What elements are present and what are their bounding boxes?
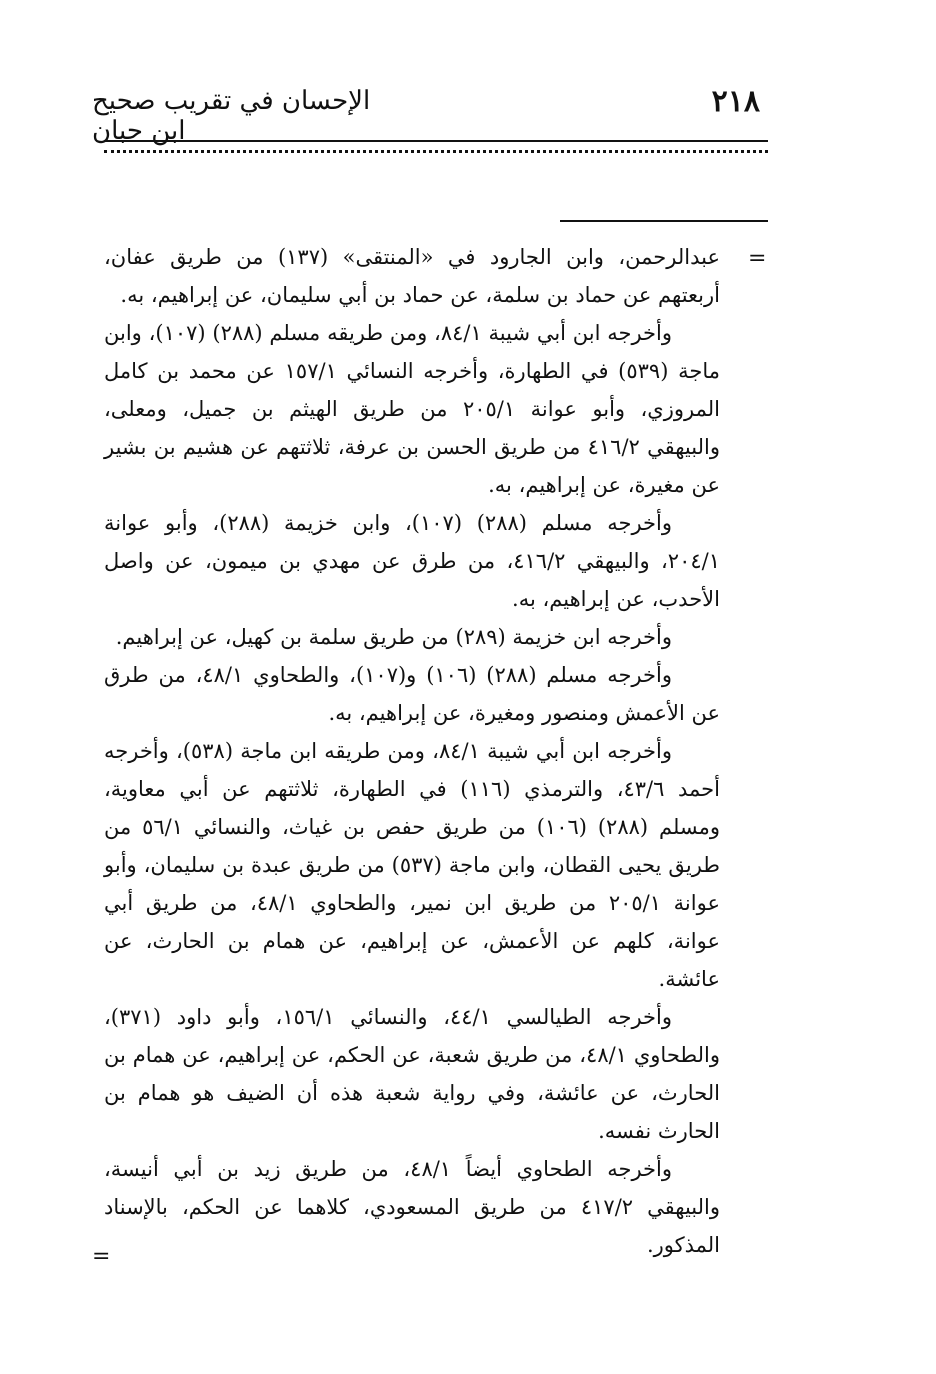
paragraph: وأخرجه الطحاوي أيضاً ٤٨/١، من طريق زيد بن أبي أنيسة، والبيهقي ٤١٧/٢ من طريق المسعودي، كلاهما عن الحكم، بالإسناد المذكور. bbox=[104, 1157, 721, 1257]
header-rule bbox=[104, 140, 768, 142]
dotted-separator bbox=[104, 150, 768, 153]
running-title: الإحسان في تقريب صحيح ابن حبان bbox=[92, 86, 371, 146]
continuation-mark-bottom: = bbox=[92, 1244, 111, 1269]
page-number: ٢١٨ bbox=[711, 84, 760, 119]
paragraph: وأخرجه الطيالسي ٤٤/١، والنسائي ١٥٦/١، وأبو داود (٣٧١)، والطحاوي ٤٨/١، من طريق شعبة، عن الحكم، عن إبراهيم، عن همام بن الحارث، عن عائشة، وفي رواية شعبة هذه أن الضيف هو همام بن الحارث نفسه. bbox=[104, 1005, 720, 1143]
paragraph: وأخرجه ابن أبي شيبة ٨٤/١، ومن طريقه مسلم (٢٨٨) (١٠٧)، وابن ماجة (٥٣٩) في الطهارة، وأخرجه النسائي ١٥٧/١ عن محمد بن كامل المروزي، وأبو عوانة ٢٠٥/١ من طريق الهيثم بن جميل، ومعلى، والبيهقي ٤١٦/٢ من طريق الحسن بن عرفة، ثلاثتهم عن هشيم بن بشير عن مغيرة، عن إبراهيم، به. bbox=[104, 321, 720, 497]
footnote-text bbox=[104, 238, 720, 1264]
footnote-rule bbox=[560, 220, 768, 222]
continuation-mark-top: = bbox=[748, 246, 767, 271]
paragraph: وأخرجه مسلم (٢٨٨) (١٠٧)، وابن خزيمة (٢٨٨)، وأبو عوانة ٢٠٤/١، والبيهقي ٤١٦/٢، من طرق عن مهدي بن ميمون، عن واصل الأحدب، عن إبراهيم، به. bbox=[104, 511, 720, 611]
paragraph: وأخرجه مسلم (٢٨٨) (١٠٦) و(١٠٧)، والطحاوي ٤٨/١، من طرق عن الأعمش ومنصور ومغيرة، عن إبراهيم، به. bbox=[104, 663, 720, 725]
paragraph: وأخرجه ابن خزيمة (٢٨٩) من طريق سلمة بن كهيل، عن إبراهيم. bbox=[115, 625, 672, 649]
paragraph: وأخرجه ابن أبي شيبة ٨٤/١، ومن طريقه ابن ماجة (٥٣٨)، وأخرجه أحمد ٤٣/٦، والترمذي (١١٦) في الطهارة، ثلاثتهم عن أبي معاوية، ومسلم (٢٨٨) (١٠٦) من طريق حفص بن غياث، والنسائي ٥٦/١ من طريق يحيى القطان، وابن ماجة (٥٣٧) من طريق عبدة بن سليمان، وأبو عوانة ٢٠٥/١ من طريق ابن نمير، والطحاوي ٤٨/١، من طريق أبي عوانة، كلهم عن الأعمش، عن إبراهيم، عن همام بن الحارث، عن عائشة. bbox=[104, 739, 721, 991]
paragraph: عبدالرحمن، وابن الجارود في «المنتقى» (١٣٧) من طريق عفان، أربعتهم عن حماد بن سلمة، عن حماد بن أبي سليمان، عن إبراهيم، به. bbox=[104, 245, 720, 307]
